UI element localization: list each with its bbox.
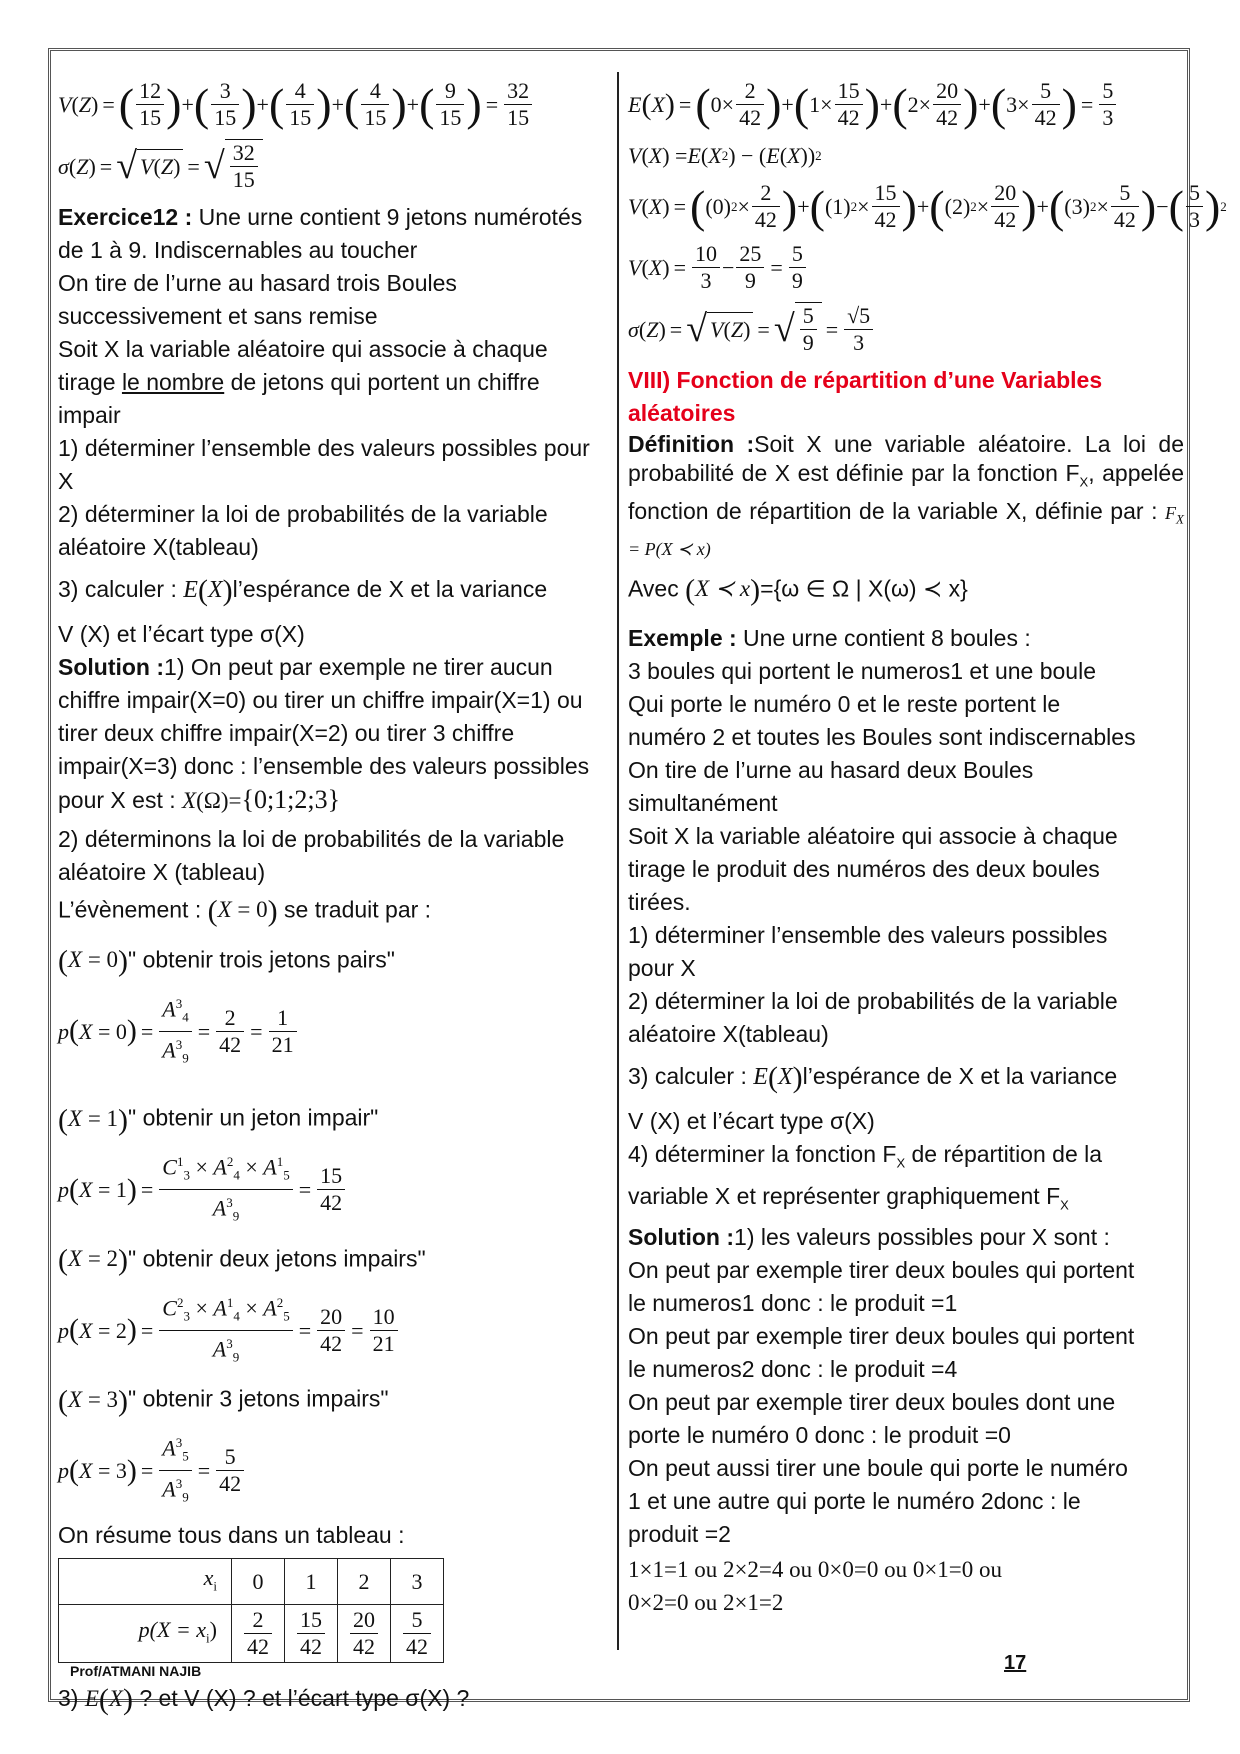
formula-p-x0: p ( X = 0 ) = $\frac{A^3_4}{A^3_9}$ = $\frac{2}{42}$ = $\frac{1}{21}$ <box>58 991 606 1071</box>
table-cell: $\frac{5}{42}$ <box>391 1605 444 1663</box>
question-3-a: 3) calculer : <box>58 576 177 603</box>
table-cell: 0 <box>232 1558 285 1604</box>
distribution-table <box>58 1558 444 1663</box>
table-cell: $\frac{20}{42}$ <box>338 1605 391 1663</box>
right-solution-label: Solution : <box>628 1224 735 1251</box>
table-header-cell: $x_i$ <box>59 1558 232 1604</box>
question-3-b: l’espérance de X et la variance <box>232 576 548 603</box>
event-x0-text: " obtenir trois jetons pairs" <box>128 946 395 973</box>
example-text: Une urne contient 8 boules : <box>743 625 1031 652</box>
right-question-4-c-text: variable X et représenter graphiquement F <box>628 1182 1061 1209</box>
solution-line: porte le numéro 0 donc : le produit =0 <box>628 1422 1011 1449</box>
variable-line-a: Soit X la variable aléatoire qui associe à chaque tirage <box>58 336 548 395</box>
table-row-label: $p(X = x_i)$ <box>59 1605 232 1663</box>
left-column <box>58 72 606 1723</box>
right-question-3: 3) calculer : E(X)l’espérance de X et la variance <box>628 1061 1118 1095</box>
table-row <box>59 1558 444 1604</box>
event-x3-text: " obtenir 3 jetons impairs" <box>128 1385 389 1412</box>
question-3-c: V (X) et l’écart type σ(X) <box>58 621 305 647</box>
solution-line: On peut par exemple tirer deux boules qui portent <box>628 1257 1135 1284</box>
event-a: L’évènement : <box>58 896 202 923</box>
page-number: 17 <box>1004 1652 1027 1674</box>
example-line: Soit X la variable aléatoire qui associe à chaque <box>628 823 1118 850</box>
variable-line-underlined: le nombre <box>121 369 225 395</box>
final-question: 3) E(X) ? et V (X) ? et l’écart type σ(X) ? <box>58 1683 470 1717</box>
right-question-4: 4) déterminer la fonction $F_X$ de répartition de la <box>628 1141 1103 1171</box>
solution-paragraph: Solution :1) On peut par exemple ne tirer aucun chiffre impair(X=0) ou tirer un chiffre impair(X=1) ou tirer deux chiffre impair(X=2) ou tirer 3 chiffre impair(X=3) donc : l’ensemble des valeurs possibles pour X est : X(Ω)={0;1;2;3} <box>58 654 590 814</box>
final-question-b: ? et V (X) ? et l’écart type σ(X) ? <box>139 1685 470 1712</box>
event-x0: (X = 0)" obtenir trois jetons pairs" <box>58 945 395 978</box>
example-line: 1) déterminer l’ensemble des valeurs possibles <box>628 922 1108 949</box>
example <box>628 622 1184 655</box>
example-label: Exemple : <box>628 625 737 652</box>
solution-line: On peut par exemple tirer deux boules dont une <box>628 1389 1116 1416</box>
definition: Définition :Soit X une variable aléatoire. La loi de probabilité de X est définie par la fonction $F_X$, appelée fonction de répartition de la variable X, définie par : $F_X = P(X$ ≺ x) <box>628 431 1185 560</box>
solution-line: 1 et une autre qui porte le numéro 2donc : le <box>628 1488 1081 1515</box>
solution-line: On peut aussi tirer une boule qui porte le numéro <box>628 1455 1128 1482</box>
question-1: 1) déterminer l’ensemble des valeurs possibles pour X <box>58 435 590 494</box>
formula-variance-def: V ( X ) = E ( X 2 ) − ( E ( X )) 2 <box>628 143 822 168</box>
example-line: numéro 2 et toutes les Boules sont indiscernables <box>628 724 1136 751</box>
right-question-4-c: variable X et représenter graphiquement $F_X$ <box>628 1182 1069 1213</box>
formula-variance-x: V ( X ) = ( (0) 2 × 2 42 ) + ( (1) 2 × 15 42 ) + ( (2) 2 × 20 42 ) + ( (3) 2 × 5 42 ) − ( 5 3 ) 2 <box>628 180 1227 232</box>
event-x1-text: " obtenir un jeton impair" <box>128 1104 379 1131</box>
exercise-label: Exercice12 : <box>58 204 193 230</box>
example-line: tirées. <box>628 889 691 916</box>
summary-line: On résume tous dans un tableau : <box>58 1521 405 1548</box>
footer-author: Prof/ATMANI NAJIB <box>70 1663 202 1679</box>
solution-step-2: 2) déterminons la loi de probabilités de la variable aléatoire X (tableau) <box>58 826 565 885</box>
example-line: pour X <box>628 955 696 982</box>
right-question-3-c: V (X) et l’écart type σ(X) <box>628 1108 875 1135</box>
right-column <box>628 72 1227 1619</box>
right-question-4-a: 4) déterminer la fonction F <box>628 1141 897 1168</box>
event-x2: (X = 2)" obtenir deux jetons impairs" <box>58 1243 426 1277</box>
definition-avec: Avec (X ≺ x)={ω ∈ Ω | X(ω) ≺ x} <box>628 574 968 608</box>
formula-variance-result: V ( X ) = $\frac{10}{3}$ − $\frac{25}{9}$ = $\frac{5}{9}$ <box>628 241 1184 294</box>
example-line: On tire de l’urne au hasard deux Boules <box>628 757 1034 784</box>
solution-line: produit =2 <box>628 1521 731 1548</box>
column-divider <box>617 72 619 1650</box>
solution-label: Solution : <box>58 654 165 680</box>
event-x1: (X = 1)" obtenir un jeton impair" <box>58 1103 379 1137</box>
formula-sigma-x: σ ( Z ) = √ V(Z) = √ $\frac{5}{9}$ = $\frac{√5}{3}$ <box>628 302 1184 356</box>
solution-text: 1) On peut par exemple ne tirer aucun chiffre impair(X=0) ou tirer un chiffre impair(X=1) ou tirer deux chiffre impair(X=2) ou tirer 3 chiffre impair(X=3) donc : l’ensemble des valeurs possibles pour X est : <box>58 654 590 813</box>
solution-line: le numeros1 donc : le produit =1 <box>628 1290 958 1317</box>
table-cell: $\frac{15}{42}$ <box>285 1605 338 1663</box>
solution-line: On peut par exemple tirer deux boules qui portent <box>628 1323 1135 1350</box>
avec-set: ={ω ∈ Ω | X(ω) ≺ x} <box>760 575 968 602</box>
question-2: 2) déterminer la loi de probabilités de la variable aléatoire X(tableau) <box>58 501 548 560</box>
formula-p-x3: p ( X = 3 ) = $\frac{A^3_5}{A^3_9}$ = $\frac{5}{42}$ <box>58 1430 606 1510</box>
table-row <box>59 1605 444 1663</box>
right-question-3-a: 3) calculer : <box>628 1063 747 1090</box>
question-3: 3) calculer : E(X)l’espérance de X et la variance <box>58 574 548 607</box>
right-question-4-b: de répartition de la <box>911 1141 1103 1168</box>
section-title: VIII) Fonction de répartition d’une Variables aléatoires <box>628 367 1103 426</box>
formula-expectation-x: E ( X ) = ( 0× 2 42 ) + ( 1× 15 42 ) + ( 2× 20 42 ) + ( 3× 5 42 ) = $\frac{5}{3}$ <box>628 78 1184 131</box>
variable-line <box>58 333 606 432</box>
avec-label: Avec <box>628 575 679 602</box>
products-line-1: 1×1=1 ou 2×2=4 ou 0×0=0 ou 0×1=0 ou <box>628 1557 1003 1583</box>
event-line: L’évènement : (X = 0) se traduit par : <box>58 895 432 928</box>
draw-line: On tire de l’urne au hasard trois Boules successivement et sans remise <box>58 270 457 329</box>
formula-variance-z: V ( Z ) = ( 12 15 ) + ( 3 15 ) + ( 4 15 ) + ( 4 15 ) + ( 9 15 ) = $\frac{32}{15}$ <box>58 78 606 131</box>
event-b: se traduit par : <box>284 896 432 923</box>
variable-line-b: de jetons qui portent un chiffre impair <box>58 369 540 428</box>
example-line: simultanément <box>628 790 778 817</box>
exercise-statement <box>58 201 606 267</box>
definition-text-2: , appelée fonction de répartition de la variable X, définie par : <box>628 460 1185 524</box>
example-line: tirage le produit des numéros des deux boules <box>628 856 1100 883</box>
final-question-a: 3) <box>58 1685 79 1712</box>
omega-set: {0;1;2;3} <box>241 785 341 814</box>
table-cell: 2 <box>338 1558 391 1604</box>
definition-text: Soit X une variable aléatoire. La loi de probabilité de X est définie par la fonction F <box>628 431 1184 486</box>
definition-label: Définition : <box>628 431 755 457</box>
formula-p-x1: p ( X = 1 ) = $\frac{C^1_3 \times A^2_4 \times A^1_5}{A^3_9}$ = $\frac{15}{42}$ <box>58 1149 606 1229</box>
solution-line: le numeros2 donc : le produit =4 <box>628 1356 958 1383</box>
table-cell: $\frac{2}{42}$ <box>232 1605 285 1663</box>
table-cell: 3 <box>391 1558 444 1604</box>
formula-sigma-z: σ ( Z ) = √ V(Z) = √ $\frac{32}{15}$ <box>58 139 606 193</box>
right-solution <box>628 1221 1184 1254</box>
products-line-2: 0×2=0 ou 2×1=2 <box>628 1590 784 1616</box>
event-x3: (X = 3)" obtenir 3 jetons impairs" <box>58 1384 389 1418</box>
example-line: Qui porte le numéro 0 et le reste portent le <box>628 691 1061 718</box>
example-line: aléatoire X(tableau) <box>628 1021 829 1048</box>
formula-p-x2: p ( X = 2 ) = $\frac{C^2_3 \times A^1_4 \times A^2_5}{A^3_9}$ = $\frac{20}{42}$ = $\frac{10}{21}$ <box>58 1290 606 1370</box>
right-solution-text: 1) les valeurs possibles pour X sont : <box>734 1224 1110 1251</box>
example-line: 2) déterminer la loi de probabilités de la variable <box>628 988 1118 1015</box>
table-cell: 1 <box>285 1558 338 1604</box>
event-x2-text: " obtenir deux jetons impairs" <box>128 1245 426 1272</box>
exercise-text: Une urne contient 9 jetons numérotés de 1 à 9. Indiscernables au toucher <box>58 204 583 263</box>
example-line: 3 boules qui portent le numeros1 et une boule <box>628 658 1096 685</box>
right-question-3-b: l’espérance de X et la variance <box>802 1063 1118 1090</box>
